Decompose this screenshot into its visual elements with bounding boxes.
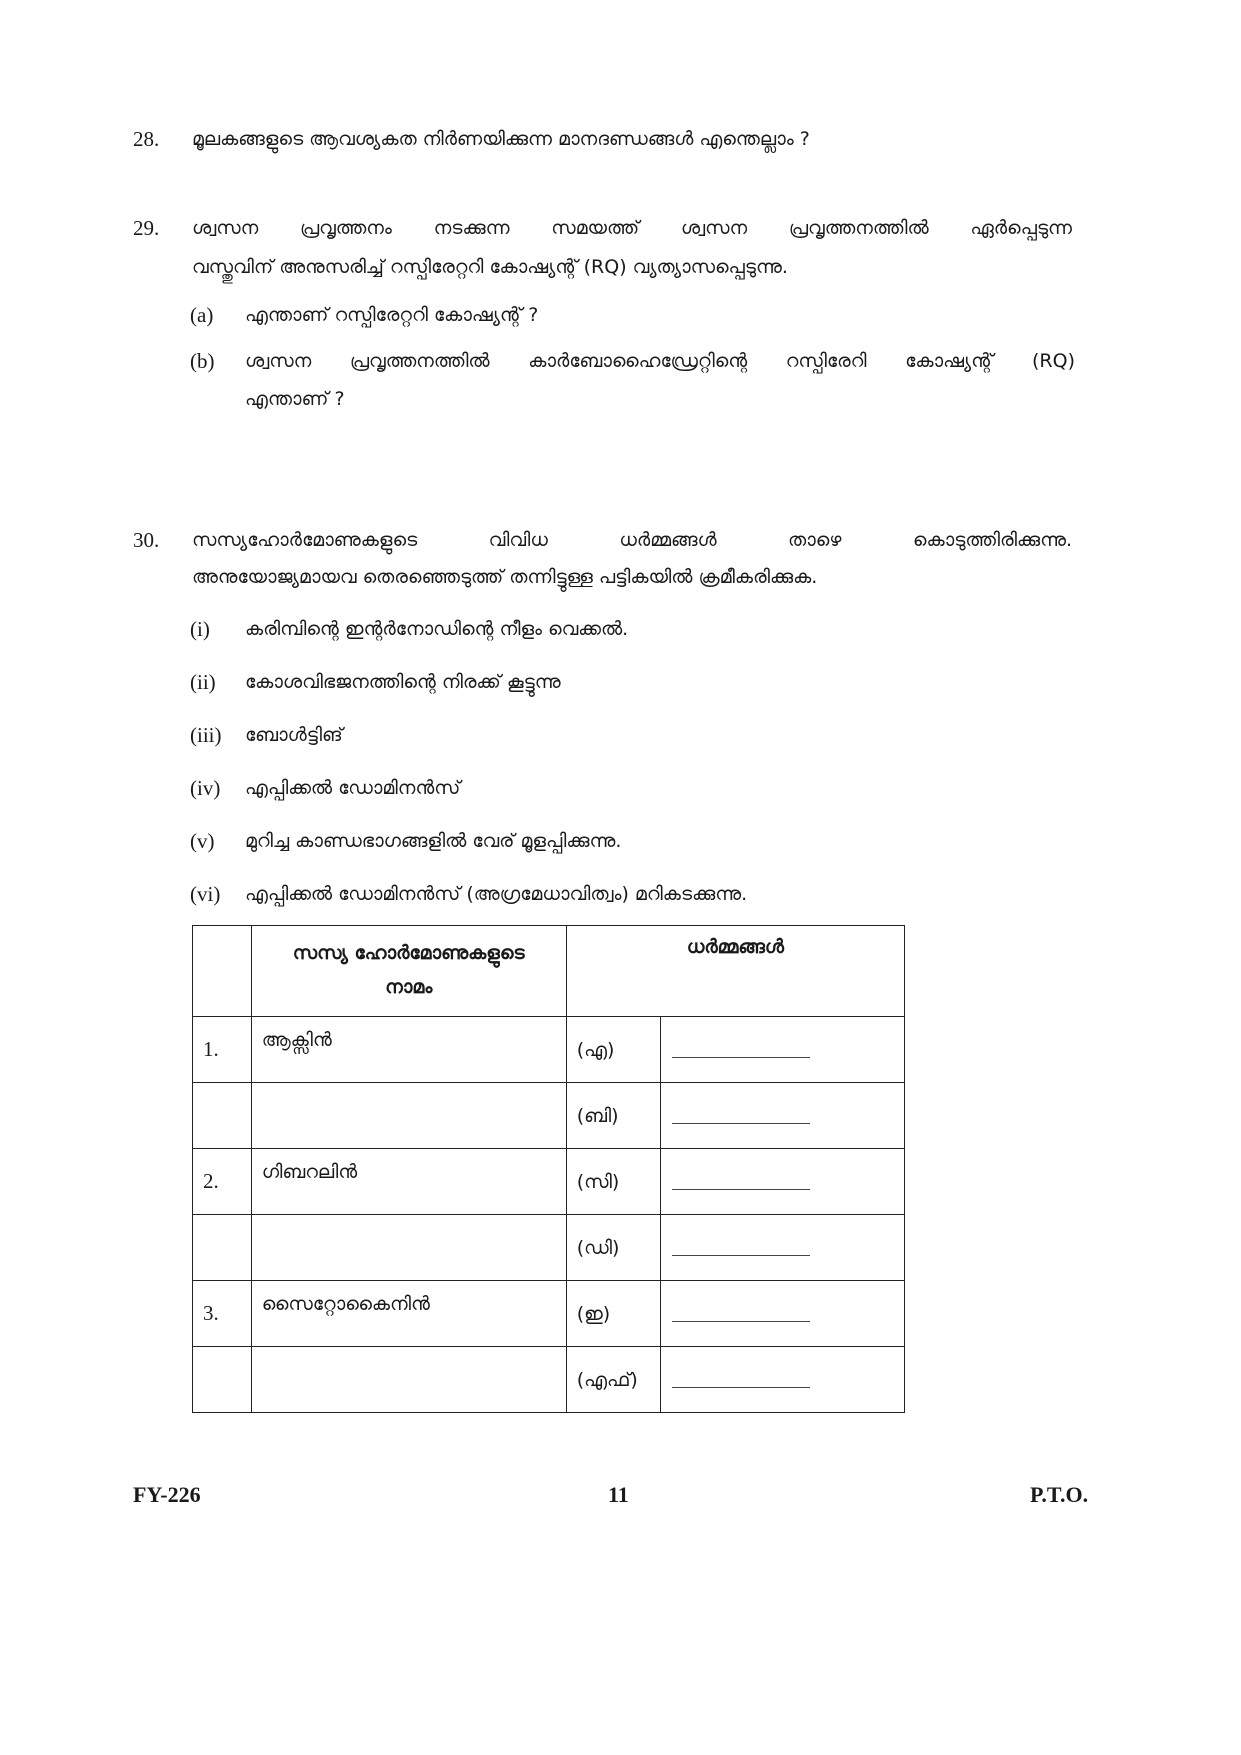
answer-line (672, 1103, 810, 1124)
table-header-hormone-name (251, 926, 566, 1017)
option-label: (vi) (190, 882, 221, 906)
hormone-name (251, 1215, 566, 1281)
answer-blank (660, 1017, 904, 1083)
sub-label: (b) (190, 349, 215, 373)
table-row (193, 1281, 905, 1347)
sub-text-line2: എന്താണ് ? (245, 388, 345, 410)
answer-line (672, 1367, 810, 1388)
hormone-name: ആക്സിൻ (251, 1017, 566, 1083)
table-header-row (193, 926, 905, 1017)
table-row (193, 1215, 905, 1281)
question-number: 30. (133, 528, 160, 552)
option-text: എപ്പിക്കൽ ഡോമിനൻസ് (അഗ്രമേധാവിത്വം) മറികടക്കുന്നു. (245, 883, 748, 905)
answer-line (672, 1301, 810, 1322)
option-text: മുറിച്ച കാണ്ഡഭാഗങ്ങളിൽ വേര് മൂളപ്പിക്കുന്നു. (245, 830, 622, 852)
option-text: ബോൾട്ടിങ് (245, 724, 343, 746)
answer-blank (660, 1281, 904, 1347)
answer-blank (660, 1083, 904, 1149)
answer-line (672, 1235, 810, 1256)
answer-line (672, 1169, 810, 1190)
question-text-line2: വസ്തുവിന് അനുസരിച്ച് റസ്പിരേറ്ററി കോഷ്യന്റ് (RQ) വ്യത്യാസപ്പെടുന്നു. (192, 256, 788, 278)
answer-blank (660, 1149, 904, 1215)
row-number: 3. (193, 1281, 252, 1347)
answer-blank (660, 1347, 904, 1413)
option-label: (i) (190, 617, 210, 641)
function-label: (എ) (566, 1017, 660, 1083)
hormone-name (251, 1083, 566, 1149)
function-label: (ഡി) (566, 1215, 660, 1281)
option-label: (ii) (190, 670, 216, 694)
question-text-line1: ശ്വസന പ്രവൃത്തനം നടക്കുന്ന സമയത്ത് ശ്വസന പ്രവൃത്തനത്തിൽ ഏർപ്പെടുന്ന (192, 217, 1072, 239)
answer-line (672, 1037, 810, 1058)
table-row (193, 1149, 905, 1215)
option-text: എപ്പിക്കൽ ഡോമിനൻസ് (245, 777, 461, 799)
function-label: (എഫ്) (566, 1347, 660, 1413)
table-row (193, 1347, 905, 1413)
sub-label: (a) (190, 303, 214, 327)
table-row (193, 1083, 905, 1149)
function-label: (സി) (566, 1149, 660, 1215)
question-number: 28. (133, 127, 160, 151)
question-number: 29. (133, 216, 160, 240)
hormone-name: ഗിബറലിൻ (251, 1149, 566, 1215)
header-name-line1: സസ്യ ഹോർമോണുകളുടെ (292, 942, 525, 964)
function-label: (ബി) (566, 1083, 660, 1149)
option-label: (iii) (190, 723, 222, 747)
footer-pto: P.T.O. (1030, 1482, 1089, 1507)
sub-text-line1: ശ്വസന പ്രവൃത്തനത്തിൽ കാർബോഹൈഡ്രേറ്റിന്റെ റസ്പിരേറി കോഷ്യന്റ് (RQ) (245, 350, 1075, 372)
row-number: 2. (193, 1149, 252, 1215)
question-text-line1: സസ്യഹോർമോണുകളുടെ വിവിധ ധർമ്മങ്ങൾ താഴെ കൊടുത്തിരിക്കുന്നു. (192, 529, 1072, 551)
footer-code: FY-226 (133, 1482, 201, 1507)
option-label: (v) (190, 829, 215, 853)
hormone-function-table (192, 925, 905, 1413)
row-number: 1. (193, 1017, 252, 1083)
answer-blank (660, 1215, 904, 1281)
row-number (193, 1215, 252, 1281)
sub-text: എന്താണ് റസ്പിരേറ്ററി കോഷ്യന്റ് ? (245, 304, 539, 326)
table-header-functions: ധർമ്മങ്ങൾ (566, 926, 904, 1017)
row-number (193, 1083, 252, 1149)
table-header-blank (193, 926, 252, 1017)
option-label: (iv) (190, 776, 221, 800)
hormone-name (251, 1347, 566, 1413)
footer-page-number: 11 (608, 1482, 629, 1507)
function-label: (ഇ) (566, 1281, 660, 1347)
hormone-name: സൈറ്റോകൈനിൻ (251, 1281, 566, 1347)
header-name-line2: നാമം (385, 976, 433, 998)
option-text: കരിമ്പിന്റെ ഇന്റർനോഡിന്റെ നീളം വെക്കൽ. (245, 618, 629, 640)
option-text: കോശവിഭജനത്തിന്റെ നിരക്ക് കൂട്ടുന്നു (245, 671, 561, 693)
table-row (193, 1017, 905, 1083)
question-text: മൂലകങ്ങളുടെ ആവശ്യകത നിർണയിക്കുന്ന മാനദണ്ഡങ്ങൾ എന്തെല്ലാം ? (192, 128, 810, 150)
row-number (193, 1347, 252, 1413)
question-text-line2: അനുയോജ്യമായവ തെരഞ്ഞെടുത്ത് തന്നിട്ടുള്ള പട്ടികയിൽ ക്രമീകരിക്കുക. (192, 566, 818, 588)
